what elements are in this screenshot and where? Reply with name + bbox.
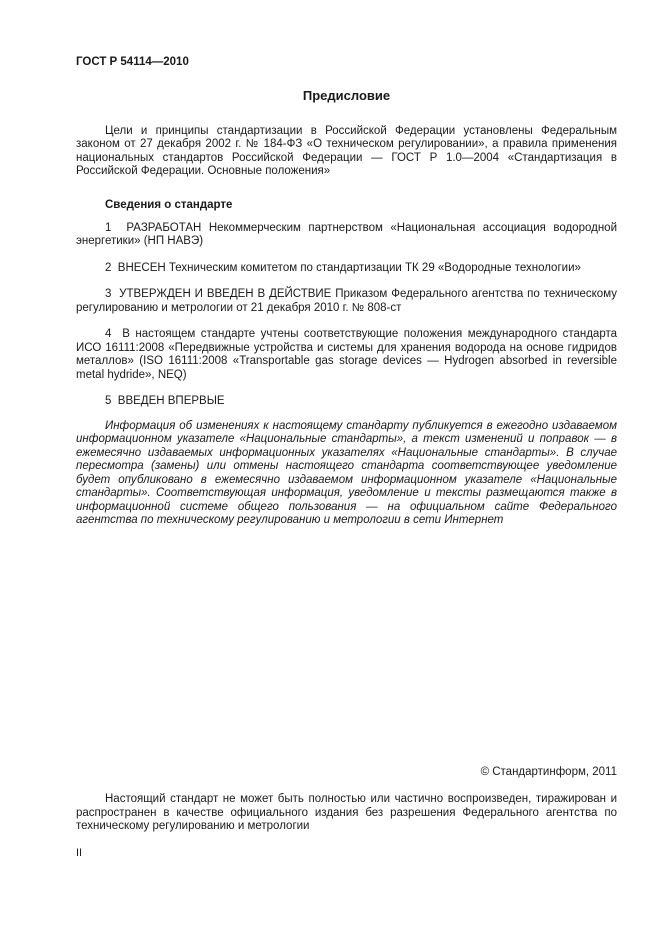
- intro-paragraph: Цели и принципы стандартизации в Российской Федерации установлены Федеральным законом от 27 декабря 2002 г. № 184-ФЗ «О техническом регулировании», а правила применения национальных стандартов Российской Федерации — ГОСТ Р 1.0—2004 «Стандартизация в Российской Федерации. Основные положения»: [76, 124, 621, 177]
- standard-info-item-4: 4 В настоящем стандарте учтены соответствующие положения международного стандарта ИСО 16111:2008 «Передвижные устройства и системы для хранения водорода на основе гидридов металлов» (ISO 16111:2008 «Transportable gas storage devices — Hydrogen absorbed in reversible metal hydride», NEQ): [76, 328, 621, 381]
- section-heading: Сведения о стандарте: [105, 198, 233, 211]
- standard-info-item-5: 5 ВВЕДЕН ВПЕРВЫЕ: [105, 395, 225, 407]
- page-number: II: [76, 846, 83, 859]
- standard-info-item-2: 2 ВНЕСЕН Техническим комитетом по стандартизации ТК 29 «Водородные технологии»: [105, 261, 581, 274]
- copyright-line: © Стандартинформ, 2011: [480, 765, 617, 778]
- document-code: ГОСТ Р 54114—2010: [76, 56, 189, 68]
- amendments-notice: Информация об изменениях к настоящему стандарту публикуется в ежегодно издаваемом информационном указателе «Национальные стандарты», а текст изменений и поправок — в ежемесячно издаваемых информационных указателях «Национальные стандарты». В случае пересмотра (замены) или отмены настоящего стандарта соответствующее уведомление будет опубликовано в ежемесячно издаваемом информационном указателе «Национальные стандарты». Соответствующая информация, уведомление и тексты размещаются также в информационной системе общего пользования — на официальном сайте Федерального агентства по техническому регулированию и метрологии в сети Интернет: [76, 419, 621, 526]
- standard-info-item-3: 3 УТВЕРЖДЕН И ВВЕДЕН В ДЕЙСТВИЕ Приказом Федерального агентства по техническому регулированию и метрологии от 21 декабря 2010 г. № 808-ст: [76, 288, 621, 314]
- reproduction-restriction: Настоящий стандарт не может быть полностью или частично воспроизведен, тиражирован и распространен в качестве официального издания без разрешения Федерального агентства по техническому регулированию и метрологии: [76, 793, 621, 832]
- standard-info-item-1: 1 РАЗРАБОТАН Некоммерческим партнерством «Национальная ассоциация водородной энергетики» (НП НАВЭ): [76, 221, 621, 247]
- page-title: Предисловие: [302, 87, 391, 103]
